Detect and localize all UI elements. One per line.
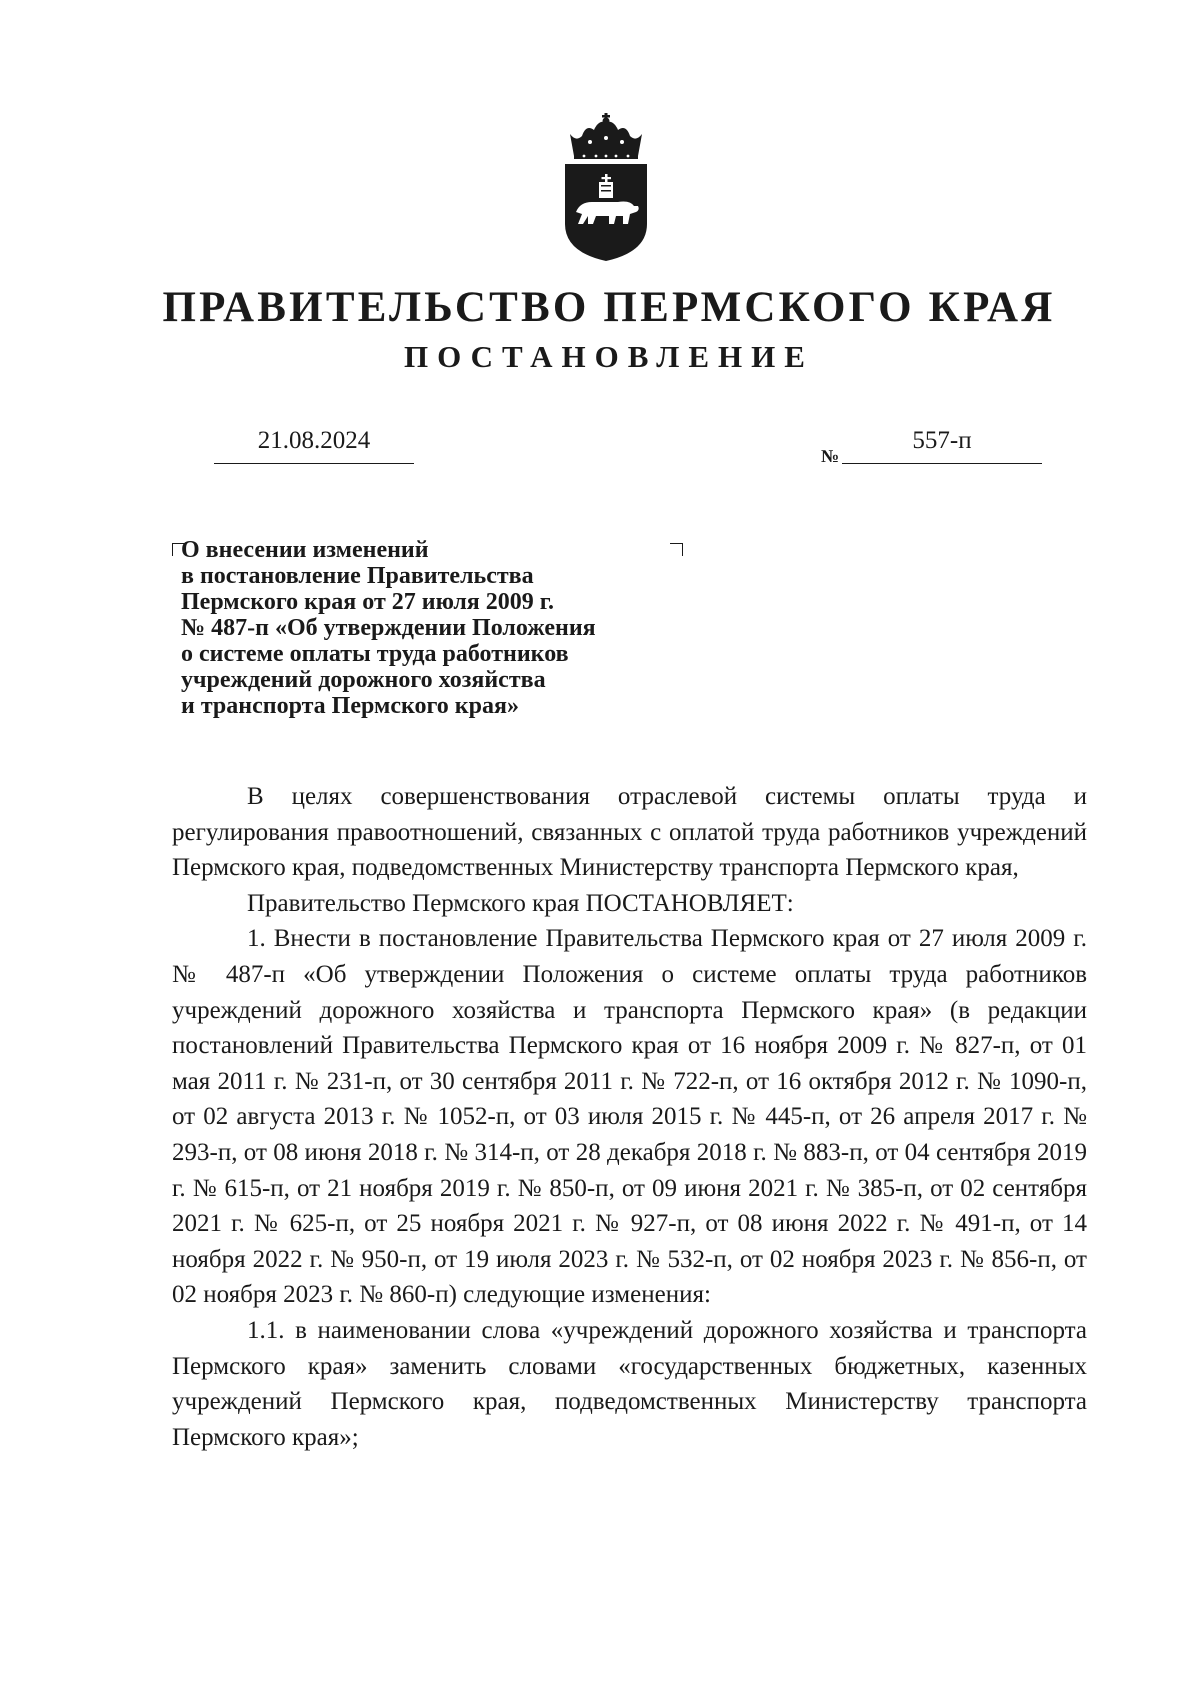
- document-subject: [181, 537, 701, 719]
- subject-line: о системе оплаты труда работников: [181, 641, 569, 667]
- body-paragraph-item-1: 1. Внести в постановление Правительства Пермского края от 27 июля 2009 г. № 487-п «Об утверждении Положения о системе оплаты труда работников учреждений дорожного хозяйства и транспорта Пермского края» (в редакции постановлений Правительства Пермского края от 16 ноября 2009 г. № 827-п, от 01 мая 2011 г. № 231-п, от 30 сентября 2011 г. № 722-п, от 16 октября 2012 г. № 1090-п, от 02 августа 2013 г. № 1052-п, от 03 июля 2015 г. № 445-п, от 26 апреля 2017 г. № 293-п, от 08 июня 2018 г. № 314-п, от 28 декабря 2018 г. № 883-п, от 04 сентября 2019 г. № 615-п, от 21 ноября 2019 г. № 850-п, от 09 июня 2021 г. № 385-п, от 02 сентября 2021 г. № 625-п, от 25 ноября 2021 г. № 927-п, от 08 июня 2022 г. № 491-п, от 14 ноября 2022 г. № 950-п, от 19 июля 2023 г. № 532-п, от 02 ноября 2023 г. № 856-п, от 02 ноября 2023 г. № 860-п) следующие изменения:: [172, 925, 1087, 1309]
- document-type-title: ПОСТАНОВЛЕНИЕ: [404, 339, 814, 374]
- date-underline: [214, 463, 414, 464]
- body-paragraph-preamble: В целях совершенствования отраслевой системы оплаты труда и регулирования правоотношений, связанных с оплатой труда работников учреждений Пермского края, подведомственных Министерству транспорта Пермского края,: [172, 783, 1087, 882]
- subject-line: в постановление Правительства: [181, 563, 534, 589]
- subject-line: учреждений дорожного хозяйства: [181, 667, 546, 693]
- document-number: 557-п: [912, 427, 972, 454]
- government-title: ПРАВИТЕЛЬСТВО ПЕРМСКОГО КРАЯ: [162, 284, 1056, 331]
- subject-line: Пермского края от 27 июля 2009 г.: [181, 589, 554, 615]
- body-paragraph-resolves: Правительство Пермского края ПОСТАНОВЛЯЕТ:: [247, 889, 794, 917]
- number-sign: №: [821, 446, 840, 466]
- subject-line: № 487-п «Об утверждении Положения: [181, 615, 596, 641]
- body-paragraph-item-1-1: 1.1. в наименовании слова «учреждений дорожного хозяйства и транспорта Пермского края» заменить словами «государственных бюджетных, казенных учреждений Пермского края, подведомственных Министерству транспорта Пермского края»;: [172, 1316, 1087, 1451]
- subject-line: О внесении изменений: [181, 537, 429, 563]
- subject-line: и транспорта Пермского края»: [181, 693, 519, 719]
- document-body: [172, 779, 1087, 1455]
- perm-krai-coat-of-arms-icon: [560, 112, 652, 262]
- number-underline: [842, 463, 1042, 464]
- document-date: 21.08.2024: [257, 427, 371, 454]
